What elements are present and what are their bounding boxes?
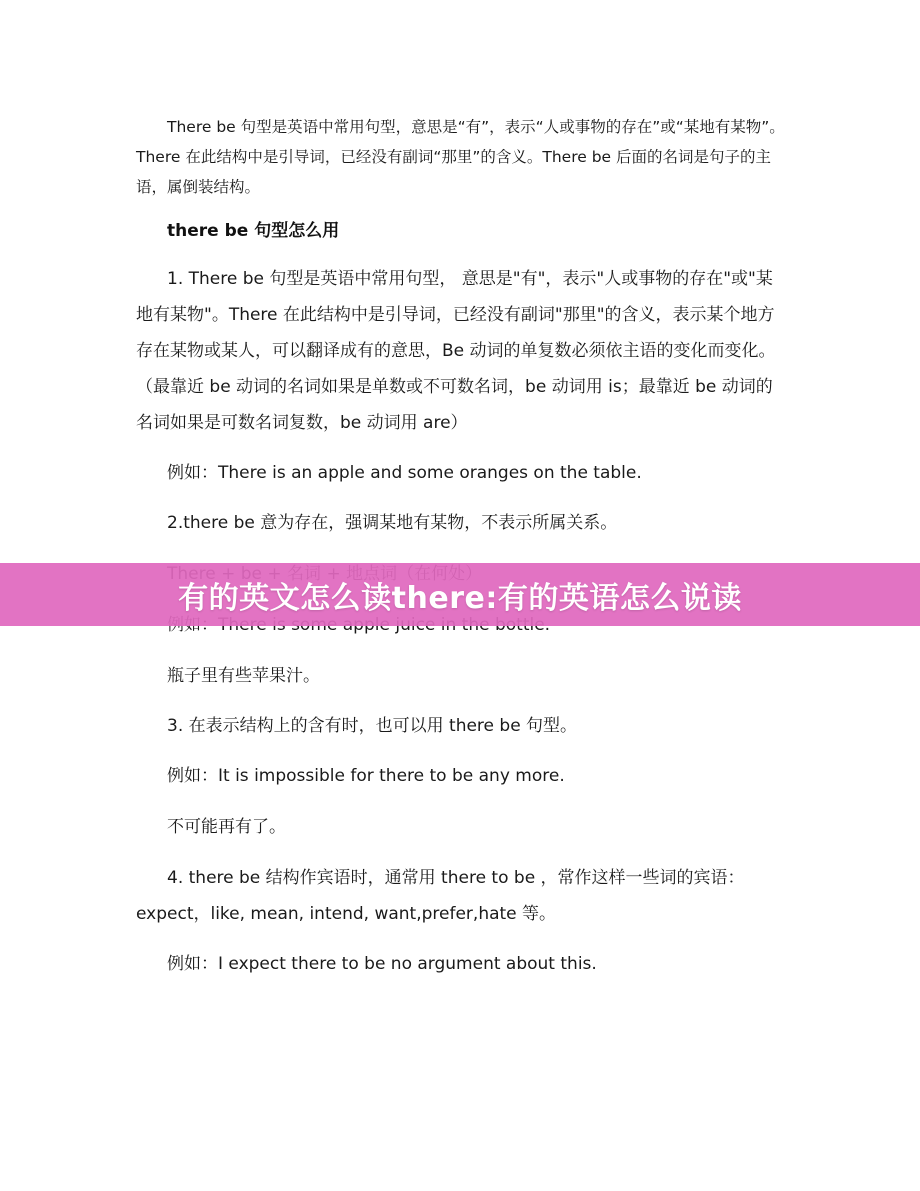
banner-title: 有的英文怎么读there:有的英语怎么说读 bbox=[178, 580, 742, 616]
point-4-paragraph: 4. there be 结构作宾语时，通常用 there to be ，常作这样一些词的宾语：expect，like, mean, intend, want,prefer,hate 等。 bbox=[136, 868, 745, 924]
example-3: 例如：It is impossible for there to be any more. bbox=[167, 766, 565, 786]
translation-3: 不可能再有了。 bbox=[167, 817, 286, 837]
point-3-paragraph: 3. 在表示结构上的含有时，也可以用 there be 句型。 bbox=[167, 716, 578, 736]
example-1: 例如：There is an apple and some oranges on the table. bbox=[167, 463, 642, 483]
point-1-paragraph: 1. There be 句型是英语中常用句型， 意思是"有"，表示"人或事物的存在"或"某地有某物"。There 在此结构中是引导词，已经没有副词"那里"的含义，表示某个地方存在某物或某人，可以翻译成有的意思，Be 动词的单复数必须依主语的变化而变化。（最靠近 be 动词的名词如果是单数或不可数名词，be 动词用 is；最靠近 be 动词的名词如果是可数名词复数，be 动词用 are） bbox=[136, 269, 776, 433]
section-heading: there be 句型怎么用 bbox=[167, 221, 340, 241]
translation-2: 瓶子里有些苹果汁。 bbox=[167, 666, 320, 686]
point-2-paragraph: 2.there be 意为存在，强调某地有某物，不表示所属关系。 bbox=[167, 513, 618, 533]
intro-paragraph: There be 句型是英语中常用句型，意思是“有”，表示“人或事物的存在”或“某地有某物”。There 在此结构中是引导词，已经没有副词“那里”的含义。There be 后面的名词是句子的主语，属倒装结构。 bbox=[136, 118, 785, 196]
example-4: 例如：I expect there to be no argument about this. bbox=[167, 954, 597, 974]
title-banner bbox=[0, 563, 920, 626]
